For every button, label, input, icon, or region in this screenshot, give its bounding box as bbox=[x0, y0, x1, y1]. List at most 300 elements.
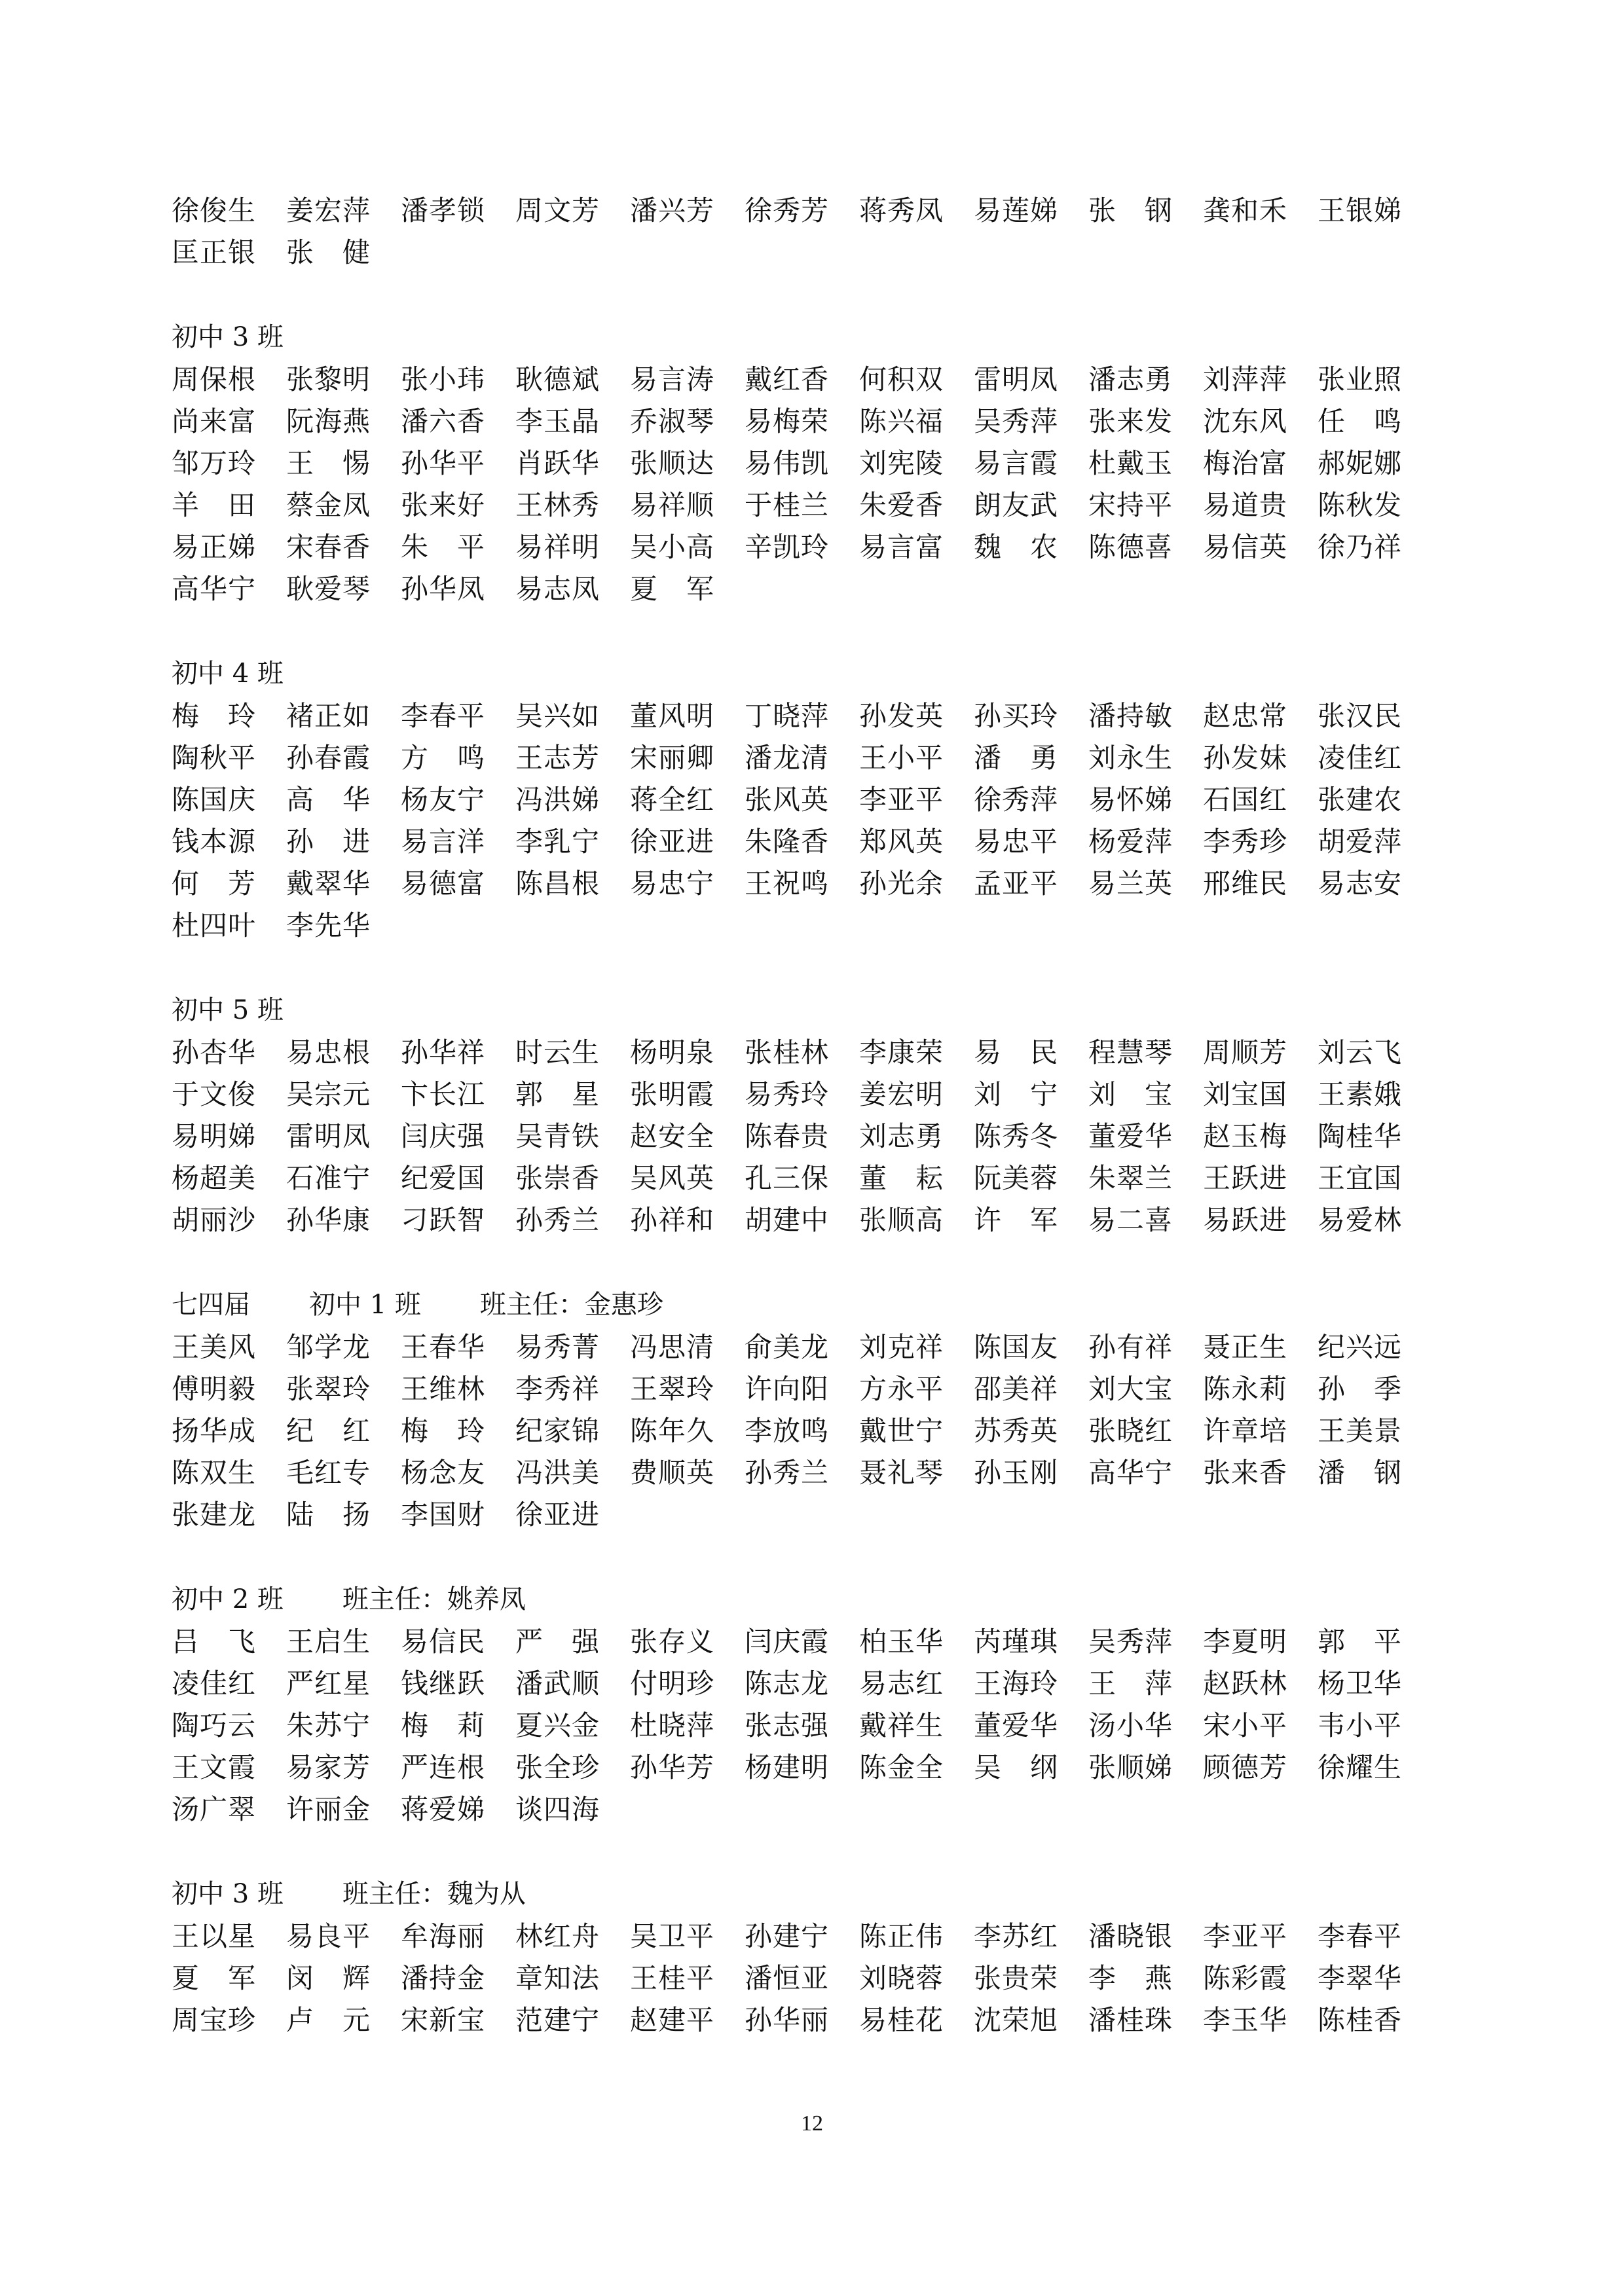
student-name: 阮海燕 bbox=[286, 405, 371, 437]
student-name: 王宜国 bbox=[1318, 1162, 1403, 1194]
class-header-part: 初中 5 班 bbox=[172, 995, 284, 1025]
student-name: 王银娣 bbox=[1318, 194, 1403, 227]
student-name: 赵安全 bbox=[630, 1120, 715, 1152]
student-name: 王启生 bbox=[286, 1626, 371, 1658]
student-name: 易言涛 bbox=[630, 363, 715, 395]
student-name: 冯思清 bbox=[630, 1331, 715, 1363]
student-name: 孙光余 bbox=[859, 867, 944, 900]
student-name: 雷明凤 bbox=[286, 1120, 371, 1152]
student-name: 李乳宁 bbox=[515, 826, 600, 858]
student-name: 易言富 bbox=[859, 531, 944, 563]
student-name: 卞长江 bbox=[401, 1078, 486, 1110]
student-name: 梅治富 bbox=[1203, 447, 1288, 479]
student-name: 吴青铁 bbox=[515, 1120, 600, 1152]
student-name: 潘兴芳 bbox=[630, 194, 715, 227]
student-name: 戴祥生 bbox=[859, 1709, 944, 1741]
student-name: 李放鸣 bbox=[745, 1415, 830, 1447]
student-name: 杨友宁 bbox=[401, 784, 486, 816]
student-name: 俞美龙 bbox=[745, 1331, 830, 1363]
student-name: 孙发妹 bbox=[1203, 742, 1288, 774]
student-name: 杨超美 bbox=[172, 1162, 257, 1194]
student-name: 李玉晶 bbox=[515, 405, 600, 437]
class-header-part: 班主任：姚养凤 bbox=[342, 1584, 526, 1614]
student-name: 王 惕 bbox=[286, 447, 371, 479]
student-name: 李翠华 bbox=[1318, 1962, 1403, 1994]
student-name: 陈年久 bbox=[630, 1415, 715, 1447]
student-name: 张汉民 bbox=[1318, 700, 1403, 732]
student-name: 张全珍 bbox=[515, 1751, 600, 1783]
student-name: 匡正银 bbox=[172, 236, 257, 268]
student-name: 陈昌根 bbox=[515, 867, 600, 900]
student-name: 徐亚进 bbox=[515, 1499, 600, 1531]
student-name: 陈永莉 bbox=[1203, 1373, 1288, 1405]
student-name: 程慧琴 bbox=[1088, 1036, 1173, 1068]
student-name: 王美景 bbox=[1318, 1415, 1403, 1447]
student-name: 易道贵 bbox=[1203, 489, 1288, 521]
class-header bbox=[172, 652, 1455, 695]
student-name: 梅 玲 bbox=[172, 700, 257, 732]
student-name: 汤广翠 bbox=[172, 1793, 257, 1825]
student-name: 朱苏宁 bbox=[286, 1709, 371, 1741]
student-name: 易伟凯 bbox=[745, 447, 830, 479]
student-name: 王 萍 bbox=[1088, 1667, 1173, 1700]
student-name: 王林秀 bbox=[515, 489, 600, 521]
student-name: 宋持平 bbox=[1088, 489, 1173, 521]
student-name: 钱本源 bbox=[172, 826, 257, 858]
student-name: 徐亚进 bbox=[630, 826, 715, 858]
student-name: 李康荣 bbox=[859, 1036, 944, 1068]
student-name: 潘 勇 bbox=[974, 742, 1059, 774]
student-name: 芮瑾琪 bbox=[974, 1626, 1059, 1658]
student-name: 徐俊生 bbox=[172, 194, 257, 227]
student-name: 刘永生 bbox=[1088, 742, 1173, 774]
student-name: 陈彩霞 bbox=[1203, 1962, 1288, 1994]
class-header bbox=[172, 1578, 1455, 1621]
student-name: 李秀珍 bbox=[1203, 826, 1288, 858]
student-name: 王跃进 bbox=[1203, 1162, 1288, 1194]
student-name: 易忠平 bbox=[974, 826, 1059, 858]
student-name: 易秀玲 bbox=[745, 1078, 830, 1110]
student-name: 潘龙清 bbox=[745, 742, 830, 774]
student-name: 张 健 bbox=[286, 236, 371, 268]
student-name: 周顺芳 bbox=[1203, 1036, 1288, 1068]
student-name: 易正娣 bbox=[172, 531, 257, 563]
student-name: 蒋爱娣 bbox=[401, 1793, 486, 1825]
student-name: 胡建中 bbox=[745, 1204, 830, 1236]
student-name: 易梅荣 bbox=[745, 405, 830, 437]
student-name: 李 燕 bbox=[1088, 1962, 1173, 1994]
student-name: 石国红 bbox=[1203, 784, 1288, 816]
student-name: 严红星 bbox=[286, 1667, 371, 1700]
student-name: 易信民 bbox=[401, 1626, 486, 1658]
student-name: 李玉华 bbox=[1203, 2004, 1288, 2036]
student-name: 孙 进 bbox=[286, 826, 371, 858]
class-header bbox=[172, 316, 1455, 359]
student-name: 杨建明 bbox=[745, 1751, 830, 1783]
student-name: 张顺高 bbox=[859, 1204, 944, 1236]
student-name: 杜晓萍 bbox=[630, 1709, 715, 1741]
student-name: 凌佳红 bbox=[1318, 742, 1403, 774]
student-name: 戴红香 bbox=[745, 363, 830, 395]
student-name: 李苏红 bbox=[974, 1920, 1059, 1952]
student-name: 孙有祥 bbox=[1088, 1331, 1173, 1363]
student-name: 徐秀芳 bbox=[745, 194, 830, 227]
student-name: 王桂平 bbox=[630, 1962, 715, 1994]
student-name: 王春华 bbox=[401, 1331, 486, 1363]
student-name: 李亚平 bbox=[859, 784, 944, 816]
student-name: 易家芳 bbox=[286, 1751, 371, 1783]
student-name: 易二喜 bbox=[1088, 1204, 1173, 1236]
student-name: 杨卫华 bbox=[1318, 1667, 1403, 1700]
student-name: 耿德斌 bbox=[515, 363, 600, 395]
student-name: 王小平 bbox=[859, 742, 944, 774]
student-name: 李春平 bbox=[1318, 1920, 1403, 1952]
student-name: 张崇香 bbox=[515, 1162, 600, 1194]
class-section bbox=[172, 989, 1455, 1241]
student-name: 周宝珍 bbox=[172, 2004, 257, 2036]
student-name: 孙祥和 bbox=[630, 1204, 715, 1236]
student-name: 潘六香 bbox=[401, 405, 486, 437]
student-name: 宋春香 bbox=[286, 531, 371, 563]
student-name: 张晓红 bbox=[1088, 1415, 1173, 1447]
student-name: 王素娥 bbox=[1318, 1078, 1403, 1110]
student-name: 方 鸣 bbox=[401, 742, 486, 774]
student-name: 胡丽沙 bbox=[172, 1204, 257, 1236]
student-name: 易言霞 bbox=[974, 447, 1059, 479]
student-name: 沈东风 bbox=[1203, 405, 1288, 437]
student-name: 方永平 bbox=[859, 1373, 944, 1405]
student-name: 吴宗元 bbox=[286, 1078, 371, 1110]
student-name: 刘宪陵 bbox=[859, 447, 944, 479]
class-header bbox=[172, 1872, 1455, 1916]
student-name: 李国财 bbox=[401, 1499, 486, 1531]
student-name: 刘志勇 bbox=[859, 1120, 944, 1152]
student-name: 朱爱香 bbox=[859, 489, 944, 521]
class-header-part: 初中 1 班 bbox=[309, 1290, 421, 1320]
student-name: 章知法 bbox=[515, 1962, 600, 1994]
student-name: 孙华凤 bbox=[401, 573, 486, 605]
student-name: 姜宏明 bbox=[859, 1078, 944, 1110]
student-name: 聂礼琴 bbox=[859, 1457, 944, 1489]
student-name: 陈德喜 bbox=[1088, 531, 1173, 563]
student-name: 尚来富 bbox=[172, 405, 257, 437]
class-header bbox=[172, 989, 1455, 1032]
student-name: 孙华丽 bbox=[745, 2004, 830, 2036]
student-name: 高 华 bbox=[286, 784, 371, 816]
student-name: 汤小华 bbox=[1088, 1709, 1173, 1741]
class-header-part: 班主任：金惠珍 bbox=[479, 1290, 663, 1320]
student-name: 刘克祥 bbox=[859, 1331, 944, 1363]
student-name: 牟海丽 bbox=[401, 1920, 486, 1952]
student-name: 严连根 bbox=[401, 1751, 486, 1783]
student-name: 朱隆香 bbox=[745, 826, 830, 858]
student-name: 褚正如 bbox=[286, 700, 371, 732]
student-name: 易莲娣 bbox=[974, 194, 1059, 227]
student-name: 张来好 bbox=[401, 489, 486, 521]
name-grid bbox=[172, 1326, 1455, 1536]
name-grid bbox=[172, 695, 1455, 947]
student-name: 顾德芳 bbox=[1203, 1751, 1288, 1783]
student-name: 于桂兰 bbox=[745, 489, 830, 521]
student-name: 张黎明 bbox=[286, 363, 371, 395]
student-name: 吴秀萍 bbox=[974, 405, 1059, 437]
student-name: 严 强 bbox=[515, 1626, 600, 1658]
class-section bbox=[172, 316, 1455, 610]
student-name: 易忠宁 bbox=[630, 867, 715, 900]
student-name: 闵 辉 bbox=[286, 1962, 371, 1994]
student-name: 林红舟 bbox=[515, 1920, 600, 1952]
name-grid bbox=[172, 1621, 1455, 1831]
student-name: 孙玉刚 bbox=[974, 1457, 1059, 1489]
student-name: 张贵荣 bbox=[974, 1962, 1059, 1994]
student-name: 闫庆霞 bbox=[745, 1626, 830, 1658]
student-name: 刘云飞 bbox=[1318, 1036, 1403, 1068]
student-name: 张翠玲 bbox=[286, 1373, 371, 1405]
student-name: 纪兴远 bbox=[1318, 1331, 1403, 1363]
student-name: 高华宁 bbox=[172, 573, 257, 605]
student-name: 陈正伟 bbox=[859, 1920, 944, 1952]
student-name: 陈秋发 bbox=[1318, 489, 1403, 521]
student-name: 吴 纲 bbox=[974, 1751, 1059, 1783]
student-name: 张来发 bbox=[1088, 405, 1173, 437]
class-header-part: 七四届 bbox=[172, 1290, 250, 1320]
student-name: 张业照 bbox=[1318, 363, 1403, 395]
student-name: 卢 元 bbox=[286, 2004, 371, 2036]
student-name: 郑风英 bbox=[859, 826, 944, 858]
student-name: 陈秀冬 bbox=[974, 1120, 1059, 1152]
student-name: 郝妮娜 bbox=[1318, 447, 1403, 479]
student-name: 刘宝国 bbox=[1203, 1078, 1288, 1110]
class-section bbox=[172, 652, 1455, 947]
student-name: 纪家锦 bbox=[515, 1415, 600, 1447]
student-name: 徐乃祥 bbox=[1318, 531, 1403, 563]
student-name: 张建龙 bbox=[172, 1499, 257, 1531]
student-name: 孙华平 bbox=[401, 447, 486, 479]
page-number: 12 bbox=[801, 2111, 823, 2136]
class-section bbox=[172, 1283, 1455, 1536]
student-name: 郭 平 bbox=[1318, 1626, 1403, 1658]
student-name: 王翠玲 bbox=[630, 1373, 715, 1405]
student-name: 石准宁 bbox=[286, 1162, 371, 1194]
student-name: 陶秋平 bbox=[172, 742, 257, 774]
student-name: 李夏明 bbox=[1203, 1626, 1288, 1658]
student-name: 夏 军 bbox=[172, 1962, 257, 1994]
student-name: 吴兴如 bbox=[515, 700, 600, 732]
student-name: 孙华芳 bbox=[630, 1751, 715, 1783]
student-name: 付明珍 bbox=[630, 1667, 715, 1700]
student-name: 宋丽卿 bbox=[630, 742, 715, 774]
student-name: 张明霞 bbox=[630, 1078, 715, 1110]
student-name: 闫庆强 bbox=[401, 1120, 486, 1152]
student-name: 陈双生 bbox=[172, 1457, 257, 1489]
student-name: 徐耀生 bbox=[1318, 1751, 1403, 1783]
student-name: 易兰英 bbox=[1088, 867, 1173, 900]
student-name: 赵跃林 bbox=[1203, 1667, 1288, 1700]
student-name: 张小玮 bbox=[401, 363, 486, 395]
student-name: 王海玲 bbox=[974, 1667, 1059, 1700]
student-name: 纪爱国 bbox=[401, 1162, 486, 1194]
student-name: 梅 玲 bbox=[401, 1415, 486, 1447]
student-name: 杨明泉 bbox=[630, 1036, 715, 1068]
student-name: 陈金全 bbox=[859, 1751, 944, 1783]
student-name: 潘持金 bbox=[401, 1962, 486, 1994]
class-roster bbox=[172, 190, 1455, 2083]
student-name: 邹万玲 bbox=[172, 447, 257, 479]
student-name: 乔淑琴 bbox=[630, 405, 715, 437]
student-name: 杨爱萍 bbox=[1088, 826, 1173, 858]
student-name: 吕 飞 bbox=[172, 1626, 257, 1658]
student-name: 戴世宁 bbox=[859, 1415, 944, 1447]
student-name: 易 民 bbox=[974, 1036, 1059, 1068]
student-name: 聂正生 bbox=[1203, 1331, 1288, 1363]
student-name: 阮美蓉 bbox=[974, 1162, 1059, 1194]
student-name: 李秀祥 bbox=[515, 1373, 600, 1405]
student-name: 易爱林 bbox=[1318, 1204, 1403, 1236]
student-name: 耿爱琴 bbox=[286, 573, 371, 605]
student-name: 韦小平 bbox=[1318, 1709, 1403, 1741]
name-grid bbox=[172, 1032, 1455, 1241]
name-grid bbox=[172, 1916, 1455, 2041]
student-name: 邢维民 bbox=[1203, 867, 1288, 900]
student-name: 范建宁 bbox=[515, 2004, 600, 2036]
student-name: 张建农 bbox=[1318, 784, 1403, 816]
class-section bbox=[172, 1578, 1455, 1831]
student-name: 宋小平 bbox=[1203, 1709, 1288, 1741]
class-section bbox=[172, 1872, 1455, 2041]
student-name: 陈兴福 bbox=[859, 405, 944, 437]
student-name: 易桂花 bbox=[859, 2004, 944, 2036]
student-name: 孙华祥 bbox=[401, 1036, 486, 1068]
student-name: 丁晓萍 bbox=[745, 700, 830, 732]
student-name: 易信英 bbox=[1203, 531, 1288, 563]
student-name: 夏 军 bbox=[630, 573, 715, 605]
student-name: 苏秀英 bbox=[974, 1415, 1059, 1447]
name-grid bbox=[172, 359, 1455, 610]
student-name: 雷明凤 bbox=[974, 363, 1059, 395]
student-name: 许向阳 bbox=[745, 1373, 830, 1405]
student-name: 孙华康 bbox=[286, 1204, 371, 1236]
student-name: 赵玉梅 bbox=[1203, 1120, 1288, 1152]
student-name: 姜宏萍 bbox=[286, 194, 371, 227]
student-name: 董 耘 bbox=[859, 1162, 944, 1194]
student-name: 高华宁 bbox=[1088, 1457, 1173, 1489]
student-name: 张桂林 bbox=[745, 1036, 830, 1068]
student-name: 易言洋 bbox=[401, 826, 486, 858]
student-name: 赵忠常 bbox=[1203, 700, 1288, 732]
student-name: 周文芳 bbox=[515, 194, 600, 227]
student-name: 孙秀兰 bbox=[515, 1204, 600, 1236]
student-name: 孙发英 bbox=[859, 700, 944, 732]
student-name: 董爱华 bbox=[974, 1709, 1059, 1741]
student-name: 羊 田 bbox=[172, 489, 257, 521]
student-name: 杨念友 bbox=[401, 1457, 486, 1489]
student-name: 夏兴金 bbox=[515, 1709, 600, 1741]
student-name: 易祥明 bbox=[515, 531, 600, 563]
student-name: 任 鸣 bbox=[1318, 405, 1403, 437]
student-name: 孙杏华 bbox=[172, 1036, 257, 1068]
student-name: 柏玉华 bbox=[859, 1626, 944, 1658]
student-name: 魏 农 bbox=[974, 531, 1059, 563]
class-header-part: 初中 3 班 bbox=[172, 322, 284, 352]
student-name: 傅明毅 bbox=[172, 1373, 257, 1405]
student-name: 易明娣 bbox=[172, 1120, 257, 1152]
student-name: 吴卫平 bbox=[630, 1920, 715, 1952]
student-name: 张 钢 bbox=[1088, 194, 1173, 227]
student-name: 孙建宁 bbox=[745, 1920, 830, 1952]
student-name: 凌佳红 bbox=[172, 1667, 257, 1700]
student-name: 张顺达 bbox=[630, 447, 715, 479]
student-name: 梅 莉 bbox=[401, 1709, 486, 1741]
student-name: 陈国庆 bbox=[172, 784, 257, 816]
student-name: 张志强 bbox=[745, 1709, 830, 1741]
student-name: 张存义 bbox=[630, 1626, 715, 1658]
student-name: 毛红专 bbox=[286, 1457, 371, 1489]
student-name: 何积双 bbox=[859, 363, 944, 395]
student-name: 蒋全红 bbox=[630, 784, 715, 816]
student-name: 胡爱萍 bbox=[1318, 826, 1403, 858]
student-name: 王祝鸣 bbox=[745, 867, 830, 900]
student-name: 陶巧云 bbox=[172, 1709, 257, 1741]
student-name: 陶桂华 bbox=[1318, 1120, 1403, 1152]
student-name: 吴风英 bbox=[630, 1162, 715, 1194]
student-name: 肖跃华 bbox=[515, 447, 600, 479]
student-name: 杜戴玉 bbox=[1088, 447, 1173, 479]
student-name: 冯洪美 bbox=[515, 1457, 600, 1489]
student-name: 王维林 bbox=[401, 1373, 486, 1405]
student-name: 李亚平 bbox=[1203, 1920, 1288, 1952]
student-name: 张来香 bbox=[1203, 1457, 1288, 1489]
student-name: 朱 平 bbox=[401, 531, 486, 563]
class-header-part: 初中 4 班 bbox=[172, 659, 284, 689]
student-name: 易志安 bbox=[1318, 867, 1403, 900]
student-name: 陆 扬 bbox=[286, 1499, 371, 1531]
student-name: 许丽金 bbox=[286, 1793, 371, 1825]
student-name: 孙春霞 bbox=[286, 742, 371, 774]
student-name: 刘 宁 bbox=[974, 1078, 1059, 1110]
class-header-part: 班主任：魏为从 bbox=[342, 1879, 526, 1909]
student-name: 扬华成 bbox=[172, 1415, 257, 1447]
student-name: 邵美祥 bbox=[974, 1373, 1059, 1405]
student-name: 潘 钢 bbox=[1318, 1457, 1403, 1489]
student-name: 王以星 bbox=[172, 1920, 257, 1952]
student-name: 朱翠兰 bbox=[1088, 1162, 1173, 1194]
student-name: 于文俊 bbox=[172, 1078, 257, 1110]
student-name: 费顺英 bbox=[630, 1457, 715, 1489]
class-header-part: 初中 3 班 bbox=[172, 1879, 284, 1909]
student-name: 易祥顺 bbox=[630, 489, 715, 521]
student-name: 易德富 bbox=[401, 867, 486, 900]
student-name: 王志芳 bbox=[515, 742, 600, 774]
student-name: 孙 季 bbox=[1318, 1373, 1403, 1405]
student-name: 陈桂香 bbox=[1318, 2004, 1403, 2036]
student-name: 刘萍萍 bbox=[1203, 363, 1288, 395]
student-name: 陈国友 bbox=[974, 1331, 1059, 1363]
student-name: 潘恒亚 bbox=[745, 1962, 830, 1994]
student-name: 纪 红 bbox=[286, 1415, 371, 1447]
student-name: 易良平 bbox=[286, 1920, 371, 1952]
student-name: 杜四叶 bbox=[172, 909, 257, 941]
student-name: 易志红 bbox=[859, 1667, 944, 1700]
student-name: 周保根 bbox=[172, 363, 257, 395]
student-name: 孔三保 bbox=[745, 1162, 830, 1194]
student-name: 何 芳 bbox=[172, 867, 257, 900]
student-name: 孟亚平 bbox=[974, 867, 1059, 900]
student-name: 郭 星 bbox=[515, 1078, 600, 1110]
student-name: 董爱华 bbox=[1088, 1120, 1173, 1152]
student-name: 吴秀萍 bbox=[1088, 1626, 1173, 1658]
student-name: 易怀娣 bbox=[1088, 784, 1173, 816]
student-name: 张顺娣 bbox=[1088, 1751, 1173, 1783]
